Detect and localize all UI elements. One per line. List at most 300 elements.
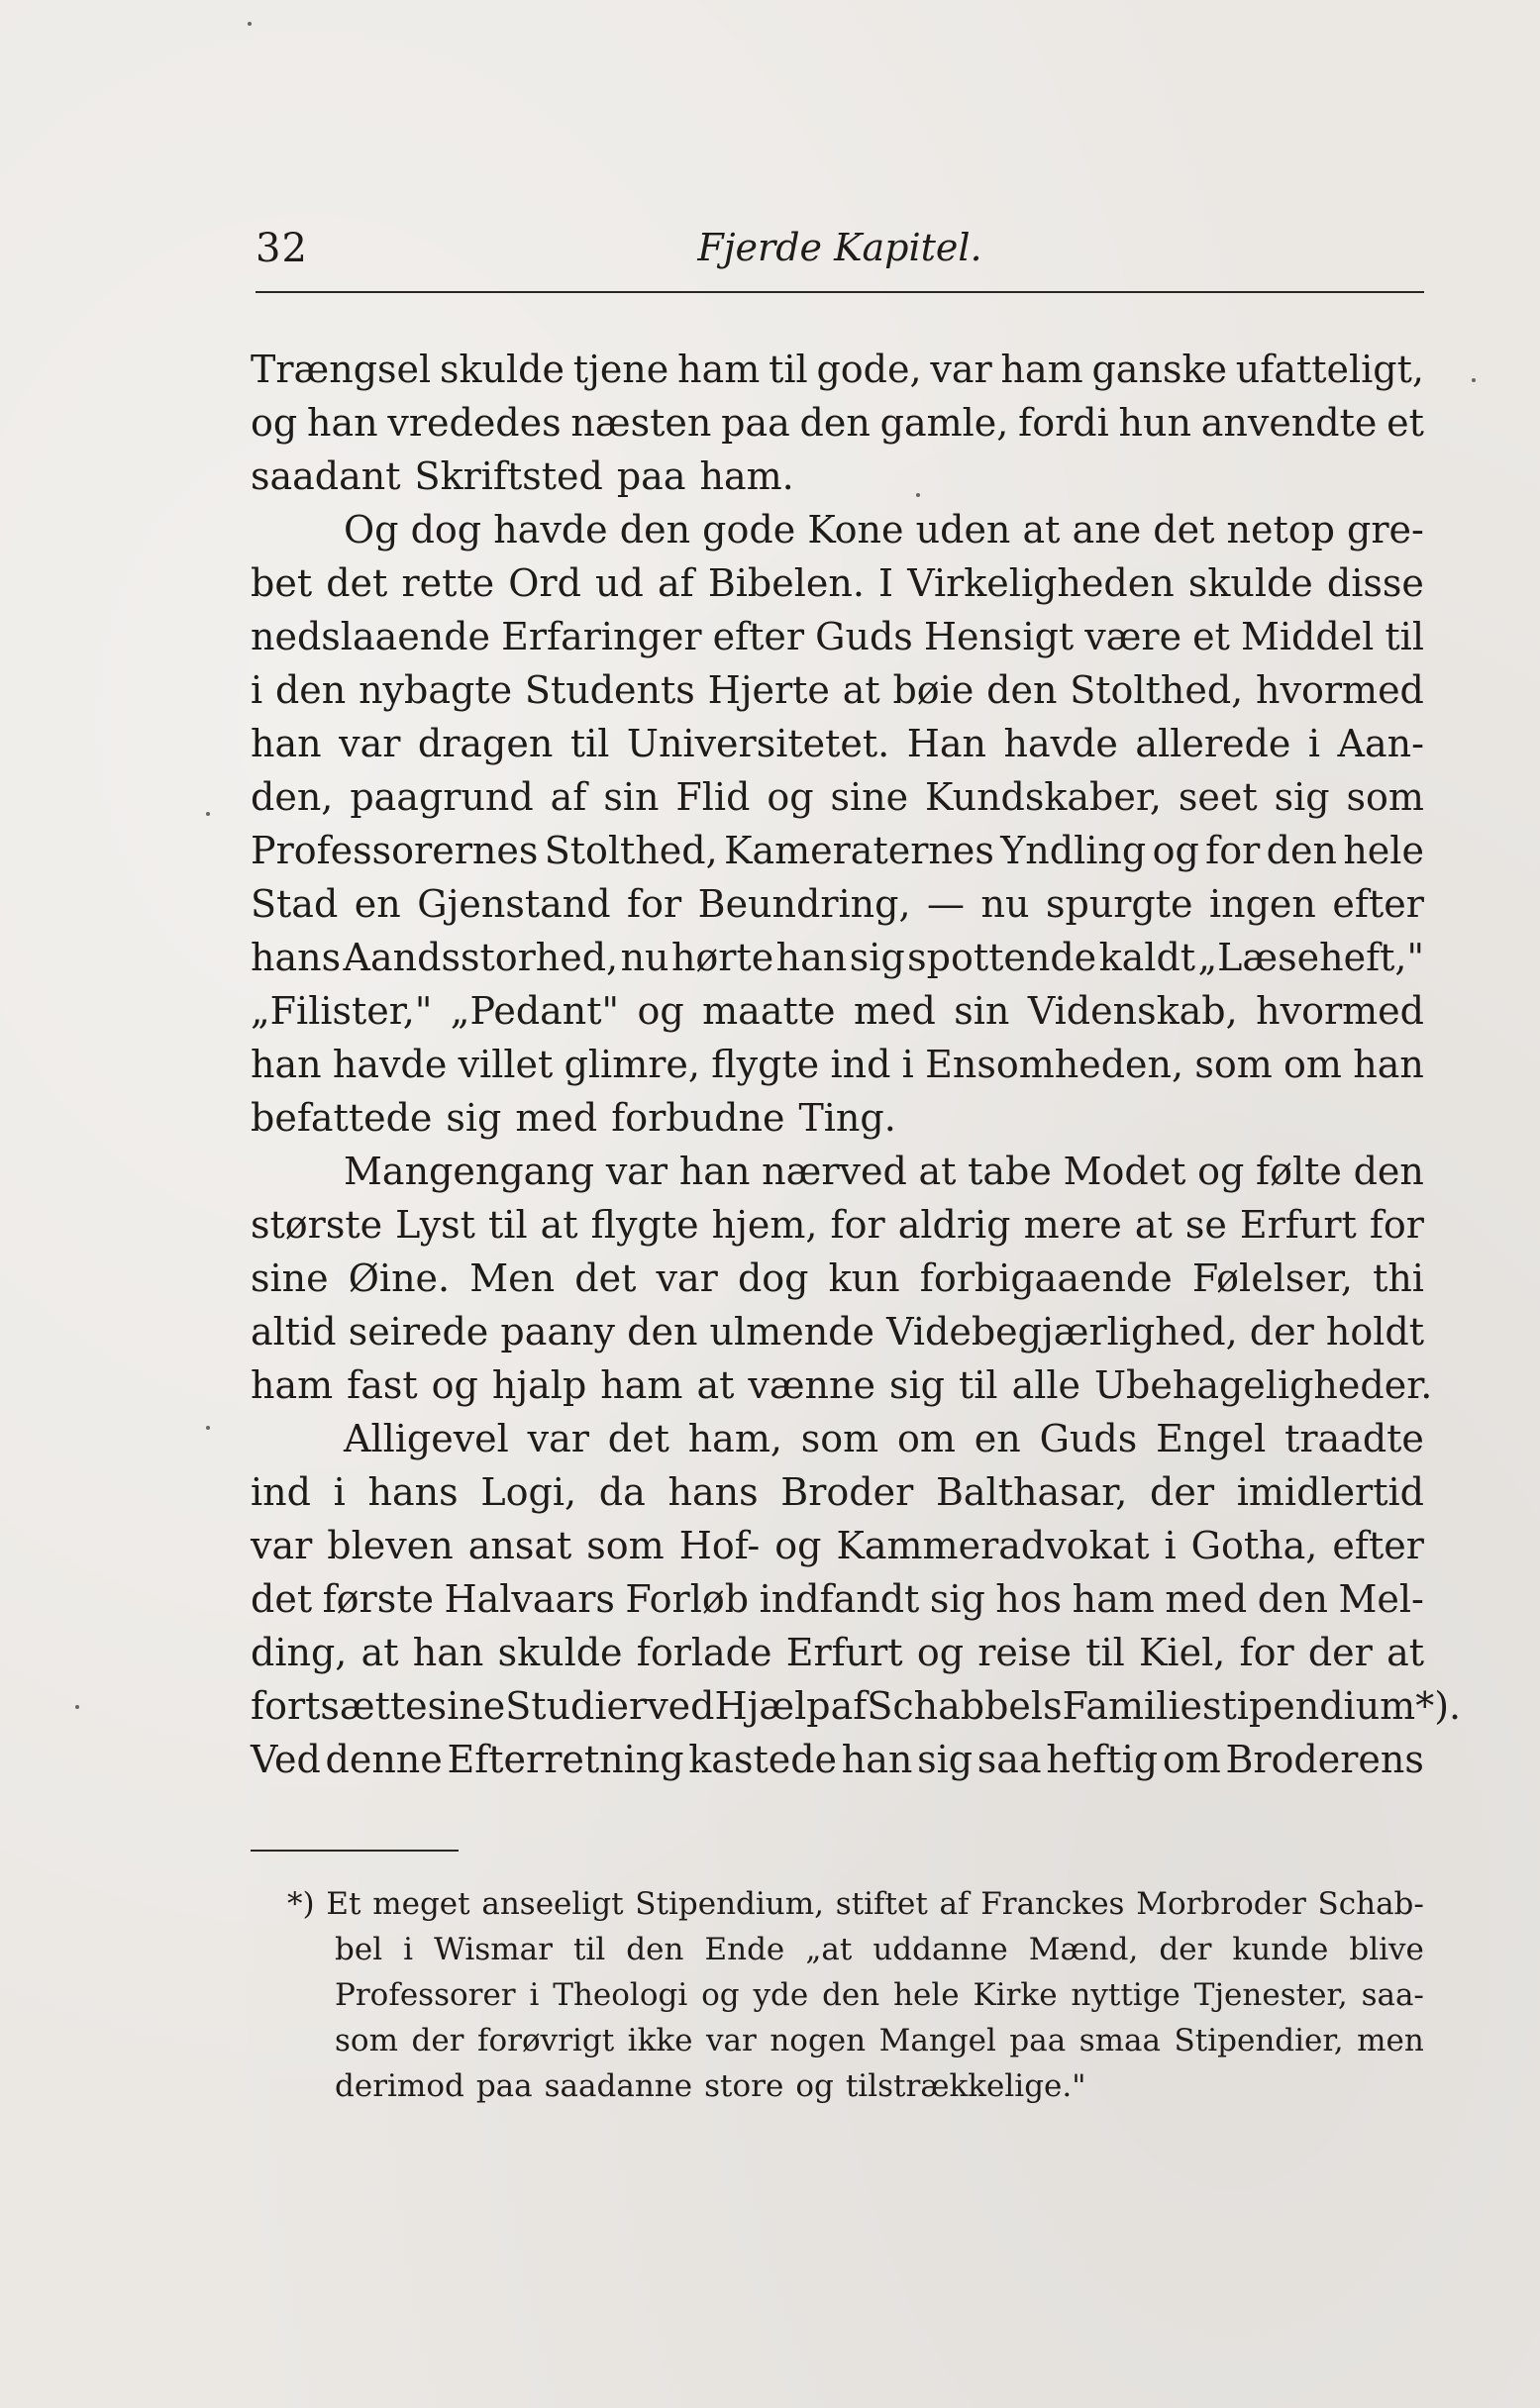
word: se <box>1184 1203 1227 1247</box>
word: Og <box>344 508 399 552</box>
word: Halvaars <box>444 1577 615 1621</box>
word: han <box>306 401 378 445</box>
word: Videbegjærlighed, <box>886 1310 1238 1354</box>
word: gode <box>702 508 796 552</box>
word: hans <box>667 1470 759 1514</box>
word: saadanne <box>544 2068 693 2104</box>
scan-speck <box>206 812 210 816</box>
word: Schabbels <box>867 1684 1063 1728</box>
word: ingen <box>1208 882 1316 926</box>
word: og <box>251 401 298 445</box>
word: seirede <box>348 1310 489 1354</box>
word: at <box>918 1150 957 1193</box>
word: glimre, <box>564 1043 700 1086</box>
word: han <box>841 1738 913 1781</box>
word: bet <box>251 561 313 605</box>
word: var <box>527 1417 589 1460</box>
word: Middel <box>1240 615 1375 658</box>
text-line <box>251 556 1424 610</box>
word: og <box>637 989 684 1033</box>
word: der <box>1249 1310 1314 1354</box>
word: derimod <box>335 2068 464 2104</box>
word: heftig <box>1046 1738 1159 1781</box>
text-line <box>251 343 1424 396</box>
word: med <box>1165 1577 1248 1621</box>
word: Virkeligheden <box>907 561 1175 605</box>
word: en <box>974 1417 1021 1460</box>
footnote-line <box>287 2063 1424 2109</box>
word: han <box>412 1631 484 1674</box>
word: ham <box>251 1363 334 1407</box>
word: Guds <box>815 615 913 658</box>
word: i <box>251 668 263 712</box>
word: Broderens <box>1225 1738 1424 1781</box>
page-header <box>256 220 1424 279</box>
word: allerede <box>1135 722 1291 765</box>
word: thi <box>1373 1256 1424 1300</box>
word: en <box>354 882 401 926</box>
text-line <box>251 610 1424 663</box>
word: Videnskab, <box>1027 989 1238 1033</box>
word: Beundring, <box>697 882 911 926</box>
text-line <box>251 717 1424 770</box>
running-head: Fjerde Kapitel. <box>697 226 982 269</box>
word: hvormed <box>1256 668 1424 712</box>
word: Lyst <box>395 1203 475 1247</box>
word: Stad <box>251 882 339 926</box>
word: ham <box>600 1363 683 1407</box>
word: gre- <box>1347 508 1424 552</box>
word: I <box>878 561 894 605</box>
word: være <box>1084 615 1182 658</box>
word: Ensomheden, <box>925 1043 1184 1086</box>
word: *) <box>287 1886 315 1922</box>
word: Guds <box>1039 1417 1138 1460</box>
word: smaa <box>1078 2023 1162 2058</box>
word: sig <box>917 1738 974 1781</box>
word: at <box>360 1631 399 1674</box>
word: nu <box>980 882 1030 926</box>
word: det <box>1153 508 1215 552</box>
word: sine <box>830 775 909 819</box>
text-line <box>251 1038 1424 1091</box>
word: i <box>333 1470 346 1514</box>
word: i <box>529 1977 540 2013</box>
word: ulmende <box>709 1310 874 1354</box>
word: som <box>800 1417 879 1460</box>
word: flygte <box>590 1203 699 1247</box>
scan-speck <box>206 1426 210 1430</box>
word: han <box>678 1150 751 1193</box>
text-line <box>251 396 1424 450</box>
word: han <box>775 936 848 979</box>
word: han <box>1353 1043 1424 1086</box>
text-line <box>251 1572 1424 1626</box>
word: ufatteligt, <box>1235 348 1424 391</box>
word: ind <box>251 1470 311 1514</box>
word: skulde <box>1187 561 1313 605</box>
word: hele <box>893 1977 960 2013</box>
word: gode, <box>816 348 922 391</box>
word: yde <box>753 1977 809 2013</box>
text-line <box>251 663 1424 717</box>
word: dog <box>410 508 482 552</box>
word: tjene <box>572 348 669 391</box>
word: næsten <box>570 401 712 445</box>
word: at <box>540 1203 578 1247</box>
word: saadant <box>251 454 401 498</box>
word: Aan- <box>1337 722 1424 765</box>
word: kastede <box>688 1738 838 1781</box>
word: ane <box>1072 508 1142 552</box>
page-number: 32 <box>256 226 308 271</box>
word: Øine. <box>348 1256 451 1300</box>
word: Aandsstorhed, <box>343 936 619 979</box>
word: Mænd, <box>1028 1932 1139 1967</box>
word: Students <box>524 668 695 712</box>
word: Morbroder <box>1136 1886 1306 1922</box>
footnote-rule <box>251 1850 459 1852</box>
word: og <box>916 1631 965 1674</box>
word: ansat <box>467 1524 572 1567</box>
word: fast <box>347 1363 418 1407</box>
word: Flid <box>675 775 751 819</box>
text-line <box>251 1091 1424 1145</box>
word: Familiestipendium*). <box>1062 1684 1462 1728</box>
word: vrededes <box>387 401 562 445</box>
text-line <box>251 1198 1424 1252</box>
word: var <box>706 2023 757 2058</box>
text-line <box>251 1465 1424 1519</box>
text-line <box>251 1733 1424 1786</box>
word: var <box>605 1150 668 1193</box>
word: det <box>607 1417 669 1460</box>
word: Ubehageligheder. <box>1094 1363 1433 1407</box>
word: Balthasar, <box>935 1470 1128 1514</box>
word: Ord <box>508 561 581 605</box>
word: Professorernes <box>251 829 539 872</box>
word: den <box>799 401 871 445</box>
word: maatte <box>702 989 836 1033</box>
word: efter <box>1332 882 1424 926</box>
word: paa <box>1009 2023 1067 2058</box>
word: Kone <box>807 508 904 552</box>
word: Gotha, <box>1190 1524 1318 1567</box>
footnote <box>287 1881 1424 2109</box>
word: et <box>1192 615 1230 658</box>
word: nærved <box>762 1150 907 1193</box>
word: Studier <box>505 1684 648 1728</box>
word: altid <box>251 1310 337 1354</box>
word: efter <box>1332 1524 1424 1567</box>
word: Universitetet. <box>626 722 890 765</box>
word: Efterretning <box>447 1738 684 1781</box>
scan-speck <box>1472 378 1476 382</box>
word: der <box>1159 1932 1212 1967</box>
word: Stipendium, <box>635 1886 825 1922</box>
word: forbigaaende <box>919 1256 1173 1300</box>
word: villet <box>458 1043 554 1086</box>
word: det <box>251 1577 313 1621</box>
word: var <box>251 1524 313 1567</box>
word: Hjerte <box>707 668 830 712</box>
word: sig <box>849 936 905 979</box>
word: havde <box>332 1043 448 1086</box>
word: til <box>958 1363 998 1407</box>
text-line <box>251 450 1424 503</box>
word: sine <box>251 1256 329 1300</box>
word: tilstrækkelige." <box>845 2068 1086 2104</box>
word: traadte <box>1284 1417 1424 1460</box>
word: Kammeradvokat <box>836 1524 1150 1567</box>
text-line <box>251 877 1424 931</box>
word: den <box>986 668 1058 712</box>
word: om <box>1162 1738 1221 1781</box>
word: ham, <box>687 1417 782 1460</box>
word: med <box>515 1096 598 1140</box>
word: var <box>930 348 992 391</box>
word: første <box>322 1577 434 1621</box>
word: anvendte <box>1200 401 1378 445</box>
word: paa <box>721 401 790 445</box>
word: bøie <box>892 668 975 712</box>
word: ham <box>1000 348 1083 391</box>
word: store <box>704 2068 784 2104</box>
word: Erfaringer <box>501 615 702 658</box>
word: mere <box>1023 1203 1122 1247</box>
word: anseeligt <box>481 1886 624 1922</box>
word: hørte <box>670 936 774 979</box>
word: af <box>939 1886 970 1922</box>
word: sine <box>427 1684 506 1728</box>
word: saa <box>976 1738 1042 1781</box>
word: Forløb <box>625 1577 750 1621</box>
text-line <box>251 824 1424 877</box>
word: netop <box>1226 508 1335 552</box>
word: sig <box>929 1577 985 1621</box>
word: til <box>1385 615 1424 658</box>
word: den <box>619 508 691 552</box>
word: fordi <box>1018 401 1109 445</box>
word: Stipendier, <box>1174 2023 1344 2058</box>
word: at <box>1022 508 1061 552</box>
word: hos <box>995 1577 1063 1621</box>
text-line <box>251 770 1424 824</box>
word: Hjælp <box>714 1684 831 1728</box>
word: det <box>326 561 388 605</box>
word: „at <box>805 1932 853 1967</box>
word: sig <box>446 1096 502 1140</box>
text-line <box>251 1252 1424 1305</box>
word: tabe <box>968 1150 1052 1193</box>
word: saa- <box>1361 1977 1424 2013</box>
word: men <box>1357 2023 1424 2058</box>
word: Men <box>469 1256 556 1300</box>
word: var <box>339 722 401 765</box>
word: paagrund <box>350 775 534 819</box>
word: i <box>1164 1524 1177 1567</box>
text-line <box>251 1412 1424 1465</box>
word: Kundskaber, <box>925 775 1162 819</box>
word: hans <box>367 1470 459 1514</box>
word: reise <box>977 1631 1073 1674</box>
word: ding, <box>251 1631 348 1674</box>
word: for <box>627 882 682 926</box>
word: at <box>696 1363 735 1407</box>
text-line <box>251 1305 1424 1358</box>
word: holdt <box>1325 1310 1424 1354</box>
word: den, <box>251 775 334 819</box>
word: Ende <box>704 1932 785 1967</box>
footnote-line <box>287 2018 1424 2063</box>
word: flygte <box>711 1043 820 1086</box>
word: hjalp <box>491 1363 587 1407</box>
word: Mangel <box>878 2023 996 2058</box>
text-line <box>251 503 1424 556</box>
word: denne <box>325 1738 443 1781</box>
text-line <box>251 1626 1424 1679</box>
word: hele <box>1343 829 1424 872</box>
word: havde <box>1003 722 1118 765</box>
word: bel <box>335 1932 383 1967</box>
word: Ved <box>251 1738 321 1781</box>
word: til <box>572 1932 606 1967</box>
word: med <box>853 989 936 1033</box>
word: Broder <box>780 1470 914 1514</box>
word: paa <box>616 454 686 498</box>
word: og <box>767 775 814 819</box>
word: paa <box>475 2068 533 2104</box>
word: for <box>1369 1203 1424 1247</box>
word: Erfurt <box>1239 1203 1357 1247</box>
word: nu <box>620 936 669 979</box>
word: og <box>774 1524 822 1567</box>
word: et <box>1386 401 1424 445</box>
word: Skriftsted <box>414 454 603 498</box>
body-text <box>251 343 1462 1786</box>
word: den <box>274 668 347 712</box>
word: Mangengang <box>344 1150 595 1193</box>
word: dog <box>737 1256 809 1300</box>
word: og <box>1197 1150 1245 1193</box>
word: i <box>1307 722 1320 765</box>
word: uddanne <box>873 1932 1008 1967</box>
word: til <box>569 722 610 765</box>
word: hans <box>251 936 342 979</box>
word: han <box>251 1043 322 1086</box>
word: rette <box>401 561 495 605</box>
word: skulde <box>497 1631 623 1674</box>
word: Gjenstand <box>417 882 611 926</box>
word: — <box>927 882 966 926</box>
word: nybagte <box>359 668 513 712</box>
word: som <box>335 2023 398 2058</box>
word: Wismar <box>434 1932 553 1967</box>
word: som <box>1194 1043 1273 1086</box>
word: var <box>656 1256 718 1300</box>
word: til <box>488 1203 528 1247</box>
word: Professorer <box>335 1977 516 2013</box>
word: sig <box>1274 775 1330 819</box>
word: ikke <box>627 2023 693 2058</box>
text-line <box>251 931 1424 984</box>
word: forlade <box>636 1631 772 1674</box>
scan-speck <box>916 493 920 497</box>
footnote-line <box>287 1881 1424 1927</box>
word: Hof- <box>678 1524 761 1567</box>
word: ham. <box>699 454 794 498</box>
word: Tjenester, <box>1193 1977 1348 2013</box>
word: Et <box>326 1886 361 1922</box>
word: fortsætte <box>251 1684 428 1728</box>
word: forøvrigt <box>476 2023 615 2058</box>
word: Erfurt <box>785 1631 903 1674</box>
word: hjem, <box>711 1203 818 1247</box>
word: den <box>1266 829 1337 872</box>
word: stiftet <box>835 1886 928 1922</box>
word: Modet <box>1063 1150 1186 1193</box>
word: Alligevel <box>344 1417 509 1460</box>
word: gamle, <box>879 401 1009 445</box>
word: hvormed <box>1256 989 1424 1033</box>
word: kunde <box>1232 1932 1329 1967</box>
word: hun <box>1118 401 1191 445</box>
word: Ting. <box>798 1096 896 1140</box>
word: nyttige <box>1071 1977 1181 2013</box>
word: ud <box>595 561 644 605</box>
text-line <box>251 984 1424 1038</box>
word: for <box>1205 829 1261 872</box>
word: disse <box>1326 561 1424 605</box>
word: største <box>251 1203 383 1247</box>
word: efter <box>712 615 805 658</box>
word: den <box>1257 1577 1328 1621</box>
word: om <box>897 1417 956 1460</box>
word: følte <box>1256 1150 1342 1193</box>
word: i <box>901 1043 914 1086</box>
word: at <box>1134 1203 1173 1247</box>
word: Hensigt <box>923 615 1075 658</box>
word: af <box>657 561 694 605</box>
word: at <box>842 668 880 712</box>
footnote-line <box>287 1927 1424 1972</box>
word: til <box>1085 1631 1125 1674</box>
word: den <box>822 1977 880 2013</box>
word: aldrig <box>897 1203 1011 1247</box>
word: den <box>627 1310 698 1354</box>
word: vænne <box>748 1363 875 1407</box>
word: bleven <box>327 1524 454 1567</box>
text-line <box>251 1358 1433 1412</box>
word: Engel <box>1156 1417 1267 1460</box>
word: Stolthed, <box>1070 668 1244 712</box>
word: der <box>411 2023 464 2058</box>
text-line <box>251 1679 1462 1733</box>
word: Kirke <box>973 1977 1058 2013</box>
word: spurgte <box>1045 882 1193 926</box>
word: og <box>795 2068 834 2104</box>
word: den <box>1353 1150 1424 1193</box>
word: Han <box>906 722 986 765</box>
word: seet <box>1178 775 1258 819</box>
word: havde <box>493 508 608 552</box>
word: imidlertid <box>1236 1470 1424 1514</box>
word: paany <box>500 1310 615 1354</box>
word: sin <box>954 989 1010 1033</box>
text-line <box>251 1519 1424 1572</box>
word: det <box>574 1256 637 1300</box>
word: „Læseheft," <box>1197 936 1424 979</box>
